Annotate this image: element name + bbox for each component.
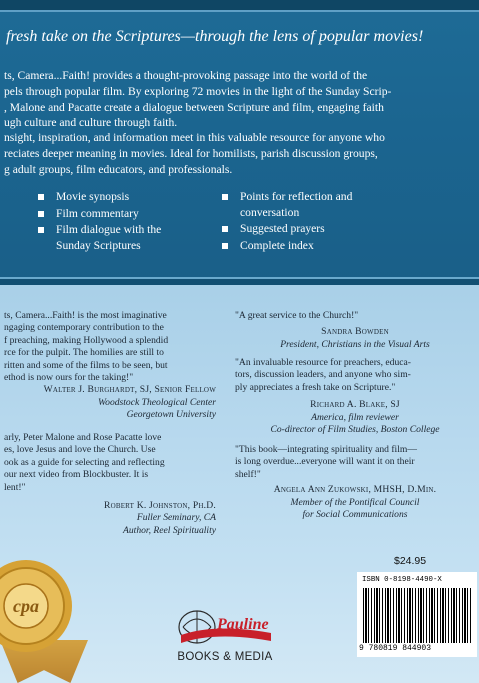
bullet-square-icon	[38, 211, 44, 217]
publisher-logo-text: Pauline	[217, 616, 269, 633]
barcode-bars	[363, 588, 471, 643]
quote-line: ook as a guide for selecting and reflecting	[4, 456, 165, 468]
endorser-affiliation: Member of the Pontifical Council	[290, 496, 420, 508]
feature-item	[222, 238, 422, 254]
publisher-name: BOOKS & MEDIA	[177, 651, 273, 663]
intro-line: , Malone and Pacatte create a dialogue between Scripture and film, engaging faith	[4, 100, 384, 114]
quote-line: "An invaluable resource for preachers, educa-	[235, 357, 411, 368]
endorser-name: Sandra Bowden	[321, 326, 389, 338]
feature-label: Film dialogue with the	[56, 223, 162, 236]
endorser-name: Richard A. Blake, SJ	[310, 399, 400, 411]
quote-line: tors, discussion leaders, and anyone who sim-	[235, 369, 411, 381]
quote-line: es, love Jesus and love the Church. Use	[4, 444, 156, 456]
endorser-affiliation: Woodstock Theological Center	[98, 396, 216, 408]
feature-label-cont: Sunday Scriptures	[56, 238, 141, 252]
intro-paragraph-1	[4, 68, 476, 131]
bullet-square-icon	[38, 227, 44, 233]
feature-label: Film commentary	[56, 206, 139, 220]
intro-line: g adult groups, film educators, and professionals.	[4, 162, 233, 176]
endorser-name: Walter J. Burghardt, SJ, Senior Fellow	[43, 384, 216, 396]
feature-label: Movie synopsis	[56, 190, 130, 203]
quote-line: is long overdue...everyone will want it on their	[235, 456, 415, 468]
endorsement-johnston	[4, 432, 216, 537]
endorser-affiliation: Georgetown University	[126, 409, 216, 421]
bullet-square-icon	[222, 243, 228, 249]
intro-line: pels through popular film. By exploring 72 movies in the light of the Sunday Scrip-	[4, 84, 392, 98]
publisher-logo-icon	[171, 603, 277, 647]
quote-line: shelf!"	[235, 468, 261, 480]
quote-line: f preaching, making Hollywood a splendid	[4, 334, 169, 346]
feature-list-left	[38, 189, 208, 254]
quote-line: ritten and some of the films to be seen, but	[4, 359, 168, 371]
barcode	[357, 572, 477, 657]
quote-line: rce for the pulpit. The homilies are still to	[4, 347, 164, 359]
endorser-affiliation: Co-director of Film Studies, Boston College	[270, 424, 440, 436]
endorser-affiliation: America, film reviewer	[311, 411, 399, 423]
feature-label: Points for reflection and	[240, 190, 353, 203]
endorser-name: Robert K. Johnston, Ph.D.	[103, 500, 216, 512]
feature-list-right	[222, 189, 422, 254]
endorser-affiliation: for Social Communications	[302, 509, 408, 521]
bullet-square-icon	[222, 194, 228, 200]
intro-line: ts, Camera...Faith! provides a thought-provoking passage into the world of the	[4, 69, 368, 82]
bullet-square-icon	[222, 226, 228, 232]
endorsement-zukowski	[235, 444, 475, 521]
endorser-affiliation: President, Christians in the Visual Arts	[280, 338, 430, 350]
bullet-square-icon	[38, 194, 44, 200]
top-stripe	[0, 0, 479, 10]
feature-label-cont: conversation	[240, 205, 300, 219]
feature-item	[222, 221, 422, 237]
quote-line: "This book—integrating spirituality and film—	[235, 444, 417, 455]
feature-item	[38, 189, 208, 205]
endorsement-bowden	[235, 310, 475, 351]
quote-line: our next video from Blockbuster. It is	[4, 469, 149, 481]
endorser-affiliation: Fuller Seminary, CA	[136, 512, 216, 524]
award-seal-icon	[0, 558, 74, 654]
quote-line: ts, Camera...Faith! is the most imaginative	[4, 310, 167, 321]
endorser-affiliation: Author, Reel Spirituality	[123, 524, 216, 536]
quote-line: arly, Peter Malone and Rose Pacatte love	[4, 432, 162, 443]
quote-line: ply appreciates a fresh take on Scripture."	[235, 381, 396, 393]
intro-paragraph-2	[4, 130, 476, 177]
feature-item	[38, 222, 208, 253]
quote-line: lent!"	[4, 481, 26, 493]
quote-line: ethod is now ours for the taking!"	[4, 372, 134, 384]
endorsement-burghardt	[4, 310, 216, 422]
feature-item	[222, 189, 422, 220]
feature-item	[38, 206, 208, 222]
barcode-number: 9 780819 844903	[359, 644, 432, 653]
intro-line: nsight, inspiration, and information meet in this valuable resource for anyone who	[4, 131, 385, 144]
endorser-name: Angela Ann Zukowski, MHSH, D.Min.	[273, 484, 437, 496]
quote-line: ngaging contemporary contribution to the	[4, 322, 164, 334]
seal-text: cpa	[13, 596, 39, 616]
top-stripe-highlight	[0, 10, 479, 12]
isbn-number: ISBN 0-8198-4490-X	[362, 576, 442, 584]
feature-label: Suggested prayers	[240, 222, 325, 235]
endorsement-blake	[235, 357, 475, 436]
intro-line: ugh culture and culture through faith.	[4, 116, 178, 130]
price: $24.95	[394, 555, 427, 567]
tagline: fresh take on the Scriptures—through the lens of popular movies!	[6, 28, 424, 45]
quote-line: "A great service to the Church!"	[235, 310, 359, 321]
intro-line: reciates deeper meaning in movies. Ideal for homilists, parish discussion groups,	[4, 146, 378, 160]
feature-label: Complete index	[240, 238, 314, 252]
